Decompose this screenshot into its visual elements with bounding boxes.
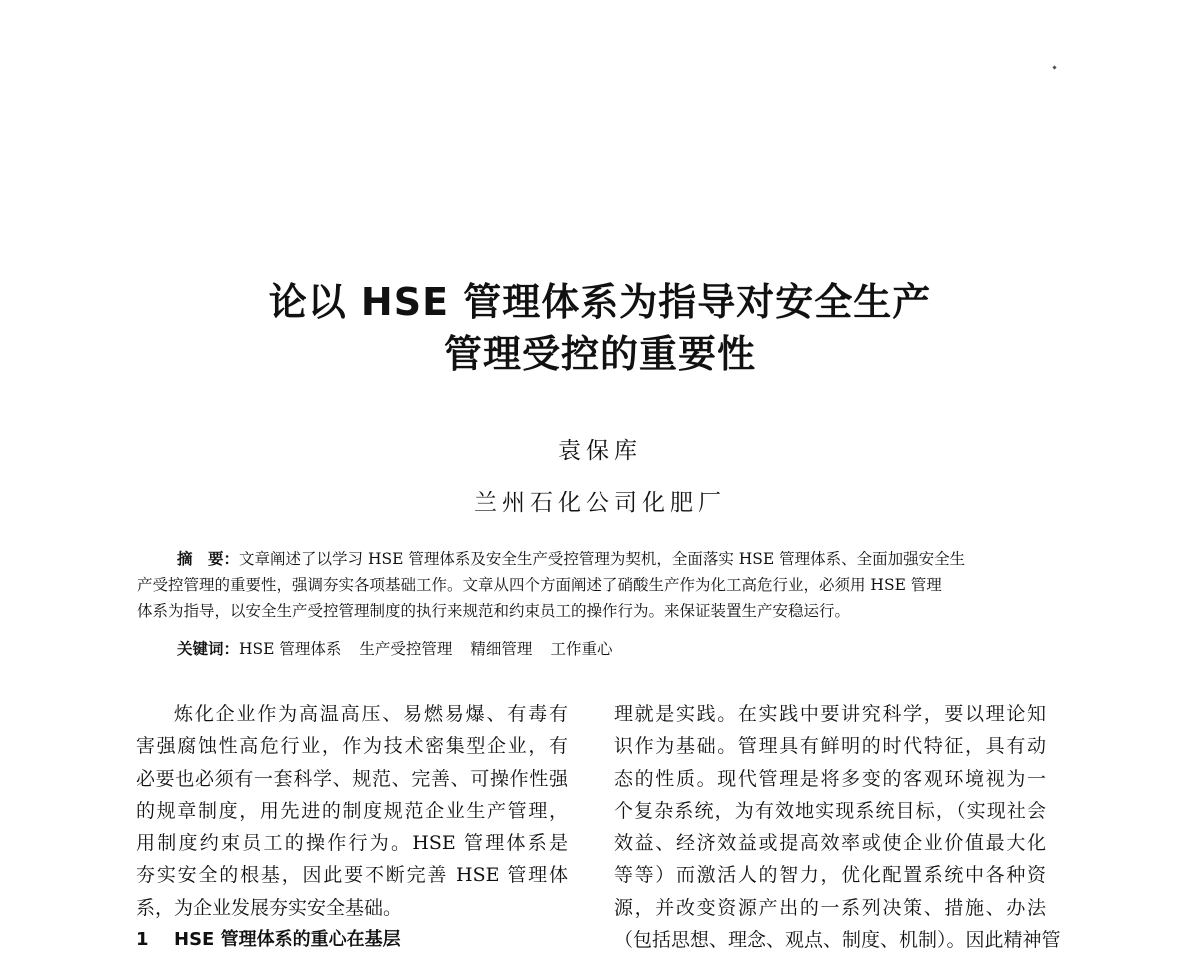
body-line: 夯实安全的根基，因此要不断完善 HSE 管理体: [136, 864, 568, 887]
body-line: 必要也必须有一套科学、规范、完善、可操作性强: [136, 767, 568, 790]
body-line: 理就是实践。在实践中要讲究科学，要以理论知: [614, 703, 1046, 725]
body-line: 等等）而激活人的智力，优化配置系统中各种资: [614, 864, 1046, 887]
paper-title-line-2: 管理受控的重要性: [443, 332, 756, 376]
author-affiliation: 兰州石化公司化肥厂: [474, 490, 726, 516]
keyword-item: 生产受控管理: [359, 640, 453, 658]
keyword-item: 工作重心: [550, 640, 613, 658]
section-number: 1: [136, 929, 149, 951]
body-line: 源，并改变资源产出的一系列决策、措施、办法: [614, 896, 1046, 919]
scan-speck: [1052, 65, 1056, 69]
author-name: 袁保库: [558, 438, 642, 464]
section-title: HSE 管理体系的重心在基层: [174, 929, 401, 951]
paper-title-line-1: 论以 HSE 管理体系为指导对安全生产: [268, 280, 932, 324]
body-line: 效益、经济效益或提高效率或使企业价值最大化: [614, 832, 1046, 855]
keywords-label: 关键词：: [177, 639, 240, 658]
keywords-line: [177, 636, 630, 662]
abstract-label: 摘 要：: [177, 549, 240, 568]
body-line: 系，为企业发展夯实安全基础。: [136, 896, 403, 919]
keyword-item: 精细管理: [470, 640, 533, 658]
body-line: 识作为基础。管理具有鲜明的时代特征，具有动: [614, 735, 1046, 758]
body-line: 的规章制度，用先进的制度规范企业生产管理，: [136, 799, 568, 822]
abstract-line: 产受控管理的重要性，强调夯实各项基础工作。文章从四个方面阐述了硝酸生产作为化工高危行业，必须用 HSE 管理: [137, 576, 942, 594]
body-line: 害强腐蚀性高危行业，作为技术密集型企业，有: [136, 735, 568, 758]
body-line: 用制度约束员工的操作行为。HSE 管理体系是: [136, 832, 568, 855]
abstract-line: 体系为指导，以安全生产受控管理制度的执行来规范和约束员工的操作行为。来保证装置生产安稳运行。: [137, 602, 851, 620]
body-line: （包括思想、理念、观点、制度、机制）。因此精神管: [614, 929, 1061, 952]
abstract-text: 文章阐述了以学习 HSE 管理体系及安全生产受控管理为契机，全面落实 HSE 管理体系、全面加强安全生: [239, 550, 966, 568]
body-column-left: [136, 698, 568, 956]
body-line: 炼化企业作为高温高压、易燃易爆、有毒有: [174, 703, 568, 725]
section-heading: [136, 924, 568, 956]
body-column-right: [614, 698, 1061, 956]
abstract-line: [137, 546, 1047, 572]
keyword-item: HSE 管理体系: [239, 640, 342, 658]
body-line: 个复杂系统，为有效地实现系统目标，（实现社会: [614, 799, 1046, 822]
abstract-block: [137, 546, 1047, 624]
body-line: 态的性质。现代管理是将多变的客观环境视为一: [614, 767, 1046, 790]
